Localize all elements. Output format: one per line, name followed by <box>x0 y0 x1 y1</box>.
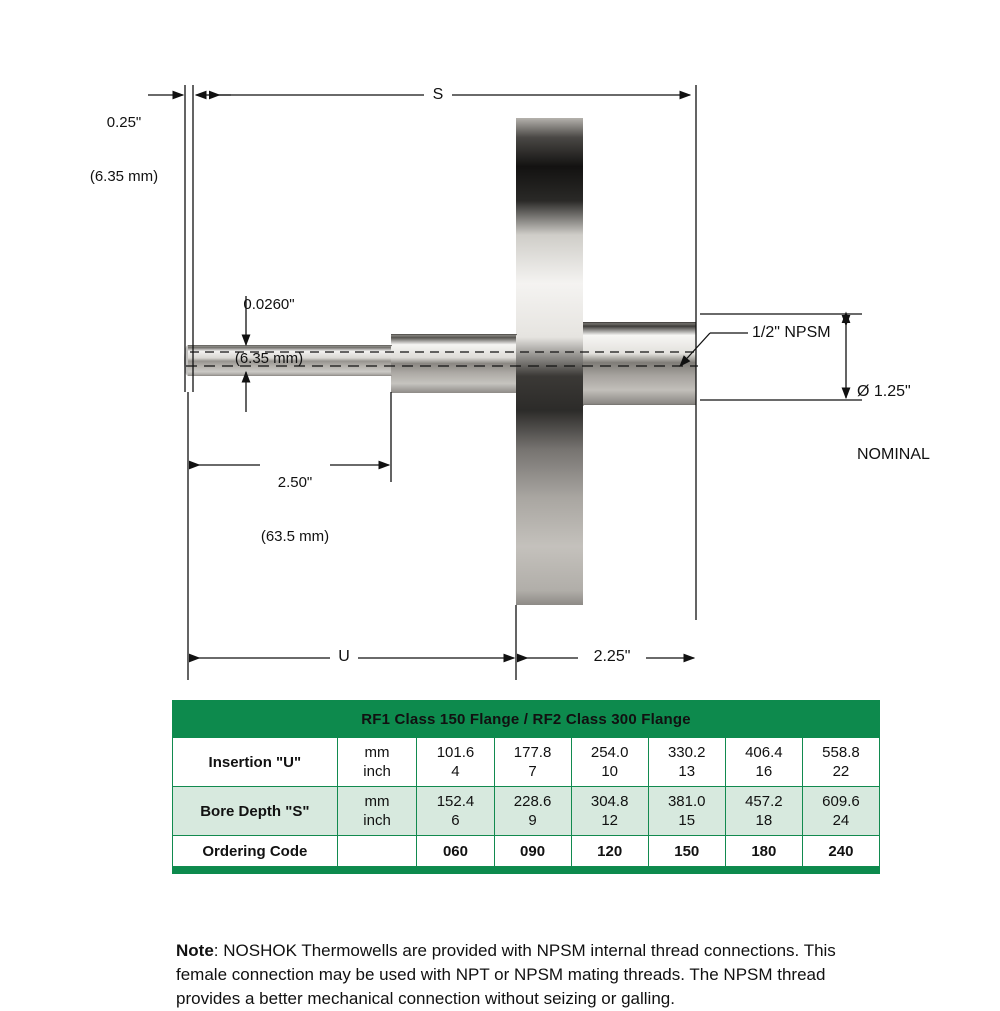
table-cell <box>571 787 648 836</box>
table-cell: 090 <box>494 836 571 867</box>
table-cell: 180 <box>725 836 802 867</box>
table-cell <box>802 738 879 787</box>
dim-label-head-length: 2.25" <box>593 648 631 665</box>
dim-label-tip-thickness <box>76 78 172 222</box>
value-inch: 24 <box>832 812 850 829</box>
value-mm: 406.4 <box>745 744 783 761</box>
dim-wall-mm: (6.35 mm) <box>234 350 304 367</box>
value-inch: 6 <box>451 812 460 829</box>
dim-label-npsm: 1/2" NPSM <box>752 324 831 341</box>
dim-reduced-mm: (63.5 mm) <box>260 528 330 545</box>
dimension-table <box>172 700 880 874</box>
value-inch: 7 <box>528 763 537 780</box>
note-prefix: Note <box>176 941 214 960</box>
table-cell <box>417 787 494 836</box>
nominal-diameter-word: NOMINAL <box>857 446 930 463</box>
table-cell: 150 <box>648 836 725 867</box>
dim-label-reduced-length <box>223 438 367 582</box>
table-cell <box>571 738 648 787</box>
row-label-ordering-code: Ordering Code <box>173 836 338 867</box>
table-cell <box>725 738 802 787</box>
value-inch: 18 <box>755 812 773 829</box>
note-block <box>176 939 886 1011</box>
value-inch: 16 <box>755 763 773 780</box>
table-cell <box>494 787 571 836</box>
value-mm: 152.4 <box>436 793 475 810</box>
table-row-ordering-code <box>173 836 880 867</box>
table-cell: 120 <box>571 836 648 867</box>
value-inch: 22 <box>832 763 850 780</box>
table-header-title: RF1 Class 150 Flange / RF2 Class 300 Flange <box>173 701 880 738</box>
value-inch: 12 <box>601 812 618 829</box>
table-cell <box>725 787 802 836</box>
unit-mm: mm <box>364 793 390 810</box>
value-inch: 9 <box>528 812 537 829</box>
table-row-insertion <box>173 738 880 787</box>
table-cell <box>494 738 571 787</box>
row-units-ordering-code <box>337 836 417 867</box>
value-mm: 304.8 <box>590 793 629 810</box>
note-text: : NOSHOK Thermowells are provided with NPSM internal thread connections. This female connection may be used with NPT or NPSM mating threads. The NPSM thread provides a better mechanical connection without seizing or galling. <box>176 941 836 1008</box>
value-mm: 101.6 <box>436 744 475 761</box>
table-footer-bar <box>173 867 880 874</box>
value-inch: 10 <box>601 763 618 780</box>
value-mm: 381.0 <box>667 793 706 810</box>
value-mm: 254.0 <box>590 744 629 761</box>
dim-label-wall <box>196 260 342 404</box>
value-inch: 15 <box>678 812 696 829</box>
table-cell <box>802 787 879 836</box>
value-inch: 13 <box>678 763 696 780</box>
dim-wall-inch: 0.0260" <box>243 296 295 313</box>
value-mm: 457.2 <box>745 793 783 810</box>
table-footer-row <box>173 867 880 874</box>
row-units-bore-depth <box>337 787 417 836</box>
row-units-insertion <box>337 738 417 787</box>
value-inch: 4 <box>451 763 460 780</box>
dim-reduced-inch: 2.50" <box>277 474 313 491</box>
table-cell <box>417 738 494 787</box>
unit-mm: mm <box>364 744 390 761</box>
value-mm: 228.6 <box>513 793 552 810</box>
dim-label-U: U <box>338 648 350 665</box>
table-header-row <box>173 701 880 738</box>
dim-label-S: S <box>432 86 444 103</box>
table-cell <box>648 787 725 836</box>
dim-tip-inch: 0.25" <box>106 114 142 131</box>
value-mm: 330.2 <box>667 744 706 761</box>
table-cell: 060 <box>417 836 494 867</box>
unit-inch: inch <box>363 812 391 829</box>
value-mm: 177.8 <box>513 744 552 761</box>
dim-tip-mm: (6.35 mm) <box>89 168 159 185</box>
unit-inch: inch <box>363 763 391 780</box>
value-mm: 609.6 <box>822 793 860 810</box>
table-cell <box>648 738 725 787</box>
nominal-diameter-value: Ø 1.25" <box>857 383 911 400</box>
dim-label-nominal-diameter <box>857 339 977 507</box>
row-label-bore-depth: Bore Depth "S" <box>173 787 338 836</box>
value-mm: 558.8 <box>822 744 860 761</box>
row-label-insertion: Insertion "U" <box>173 738 338 787</box>
table-row-bore-depth <box>173 787 880 836</box>
table-cell: 240 <box>802 836 879 867</box>
